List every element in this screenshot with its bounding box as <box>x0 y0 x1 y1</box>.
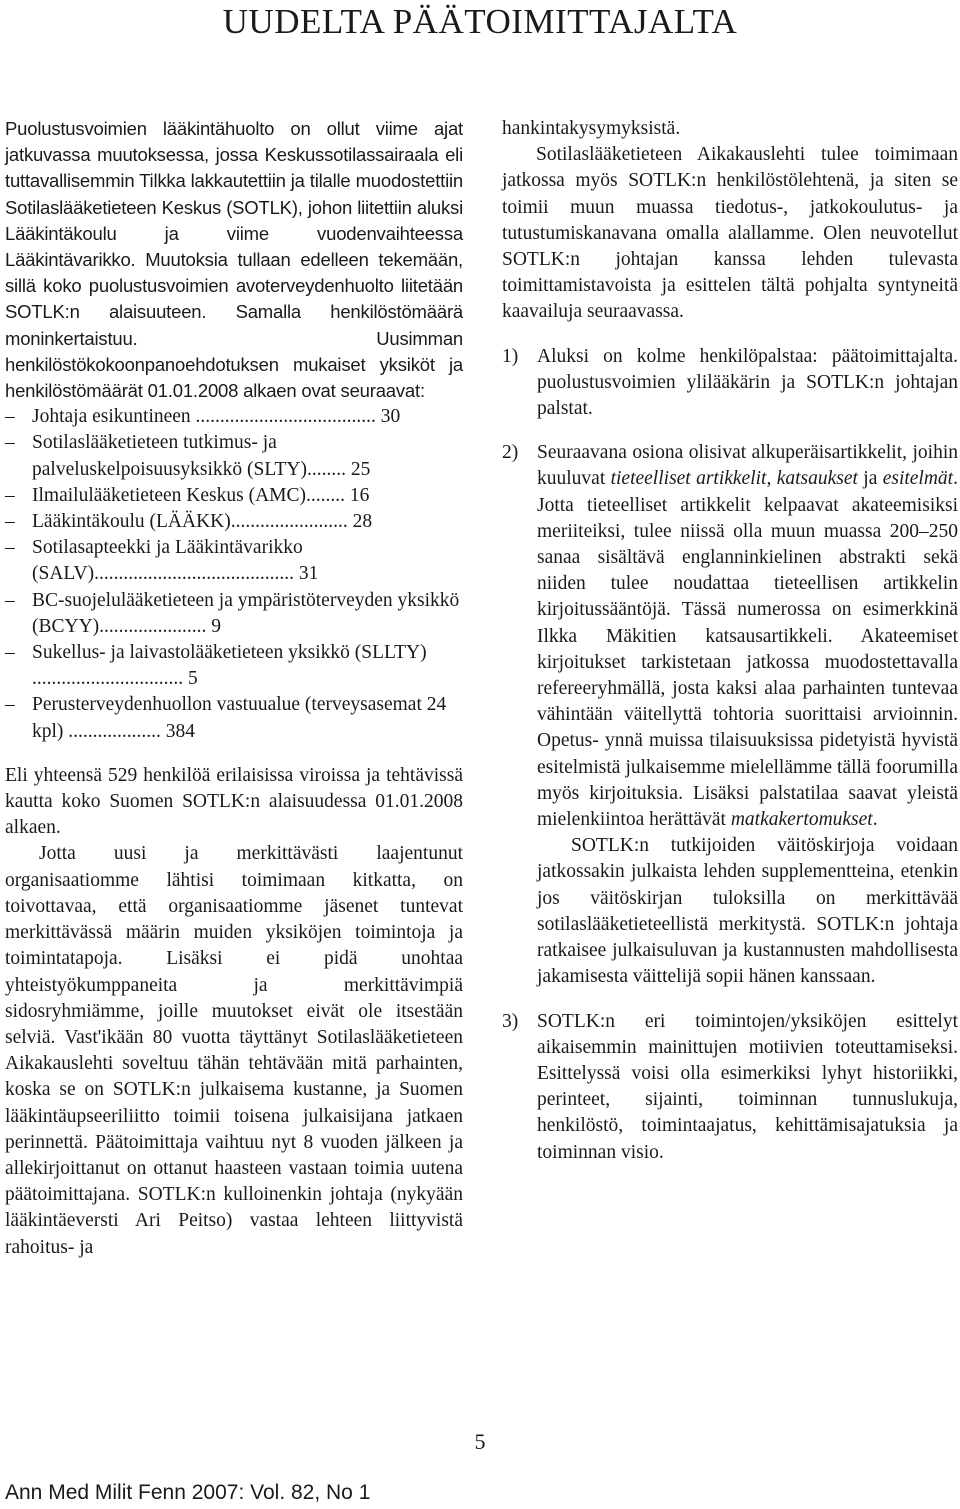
unit-text: Sotilasapteekki ja Lääkintävarikko (SALV)......................................... 31 <box>32 537 319 585</box>
list-dash: – <box>5 484 15 506</box>
item-number: 3) <box>502 1010 519 1032</box>
total-paragraph: Eli yhteensä 529 henkilöä erilaisissa viroissa ja tehtävissä kautta koko Suomen SOTLK:n alaisuudessa 01.01.2008 alkaen. <box>5 764 463 839</box>
list-dash: – <box>5 589 15 611</box>
unit-item <box>5 535 463 587</box>
unit-text: Sotilaslääketieteen tutkimus- ja palveluskelpoisuusyksikkö (SLTY)........ 25 <box>32 432 371 480</box>
numbered-item <box>502 344 958 423</box>
unit-text: Perusterveydenhuollon vastuualue (terveysasemat 24 kpl) ................... 384 <box>32 694 447 742</box>
unit-item <box>5 483 463 509</box>
unit-item <box>5 588 463 640</box>
unit-item <box>5 430 463 482</box>
unit-text: BC-suojelulääketieteen ja ympäristöterveyden yksikkö (BCYY)...................... 9 <box>32 589 460 637</box>
unit-text: Sukellus- ja laivastolääketieteen yksikkö (SLLTY) ............................... 5 <box>32 642 427 690</box>
unit-item <box>5 692 463 744</box>
item-text: Aluksi on kolme henkilöpalstaa: päätoimittajalta. puolustusvoimien ylilääkärin ja SOTLK:n johtajan palstat. <box>537 345 958 420</box>
list-dash: – <box>5 511 15 533</box>
item-paragraph <box>537 440 958 833</box>
numbered-item <box>502 1009 958 1166</box>
item-number: 1) <box>502 345 519 367</box>
list-dash: – <box>5 694 15 716</box>
unit-item <box>5 509 463 535</box>
journal-footer: Ann Med Milit Fenn 2007: Vol. 82, No 1 <box>5 1481 371 1504</box>
item-text: . <box>872 809 878 831</box>
unit-text: Lääkintäkoulu (LÄÄKK)........................ 28 <box>32 511 373 533</box>
intro-paragraph: Puolustusvoimien lääkintähuolto on ollut viime ajat jatkuvassa muutoksessa, jossa Keskussotilassairaala eli tuttavallisemmin Tilkka lakkautettiin ja tilalle muodostettiin Sotilaslääketieteen Keskus (SOTLK), johon liitettiin aluksi Lääkintäkoulu ja viime vuodenvaihteessa Lääkintävarikko. Muutoksia tullaan edelleen tekemään, sillä koko puolustusvoimien avoterveydenhuolto liitetään SOTLK:n alaisuuteen. Samalla henkilöstömäärä moninkertaistuu. Uusimman henkilöstökokoonpanoehdotuksen mukaiset yksiköt ja henkilöstömäärät 01.01.2008 alkaen ovat seuraavat: <box>5 118 463 402</box>
item-paragraph: SOTLK:n tutkijoiden väitöskirjoja voidaan jatkossakin julkaista lehden supplementteina, etenkin jos väitöskirjan tuloksilla on merkittävää sotilaslääketieteellistä merkitystä. SOTLK:n johtaja ratkaisee julkaisuluvan ja kustannusten mahdollisesta jakamisesta väittelijä sopii hänen kanssaan. <box>537 835 958 988</box>
emphasis-text: tieteelliset artikkelit, katsaukset <box>610 468 858 490</box>
list-dash: – <box>5 537 15 559</box>
continued-text: hankintakysymyksistä. <box>502 118 681 139</box>
item-text: SOTLK:n eri toimintojen/yksiköjen esittelyt aikaisemmin mainittujen motiivien toteuttamiseksi. Esittelyssä voisi olla esimerkiksi lyhyt historiikki, perinteet, sijainti, toiminnan tunnuslukuja, henkilöstö, toimintaajatus, kehittämisajatuksia ja toiminnan visio. <box>537 1010 958 1163</box>
list-dash: – <box>5 406 15 428</box>
list-dash: – <box>5 432 15 454</box>
page-number: 5 <box>474 1429 486 1454</box>
unit-list <box>5 404 463 745</box>
right-column <box>502 116 958 1166</box>
item-text: . Jotta tieteelliset artikkelit kelpaavat akateemisiksi meriiteiksi, tulee niissä olla muun muassa 200–250 sanaa sisältävä englanninkielinen abstrakti sekä niiden tulee noudattaa tieteellisen artikkelin kirjoitussääntöjä. Tässä numerossa on esimerkkinä Ilkka Mäkitien katsausartikkeli. Akateemiset kirjoitukset tarkistetaan jatkossa muodostettavalla refereeryhmällä, josta kaksi alaa parhainten tuntevaa vähintään väitellyttä tohtoria suorittaisi arvioinnin. Opetus- ynnä muissa tilaisuuksissa pidetyistä hyvistä esitelmistä julkaisemme mielellämme tällä foorumilla myös kirjoituksia. Lisäksi palstatilaa saavat yleistä mielenkiintoa herättävät <box>537 468 958 831</box>
item-text: ja <box>857 468 883 490</box>
page-title: UUDELTA PÄÄTOIMITTAJALTA <box>222 2 738 41</box>
left-column <box>5 116 463 1261</box>
body-paragraph: Jotta uusi ja merkittävästi laajentunut organisaatiomme lähtisi toimimaan kitkatta, on toivottavaa, että organisaatiomme jäsenet tuntevat merkittävässä määrin muiden yksiköjen toimintoja ja toimintatapoja. Lisäksi ei pidä unohtaa yhteistyökumppaneita ja merkittävimpiä sidosryhmiämme, joille muutokset eivät ole itsestään selviä. Vast'ikään 80 vuotta täyttänyt Sotilaslääketieteen Aikakauslehti soveltuu tähän tehtävään mitä parhainten, koska se on SOTLK:n julkaisema kustanne, ja Suomen lääkintäupseeriliitto toimii toisena julkaisijana jatkaen perinnettä. Päätoimittaja vaihtuu nyt 8 vuoden jälkeen ja allekirjoittanut on ottanut haasteen vastaan toimia uutena päätoimittajana. SOTLK:n kulloinenkin johtaja (nykyään lääkintäeversti Ari Peitso) vastaa lehteen liittyvistä rahoitus- ja <box>5 843 463 1258</box>
emphasis-text: esitelmät <box>882 468 954 490</box>
numbered-list <box>502 344 958 1166</box>
item-text: Seuraavana osiona olisivat alkuperäisartikkelit, joihin kuuluvat <box>537 442 958 490</box>
unit-text: Johtaja esikuntineen ..................................... 30 <box>32 406 401 428</box>
list-dash: – <box>5 642 15 664</box>
numbered-item <box>502 440 958 990</box>
item-number: 2) <box>502 442 519 464</box>
unit-text: Ilmailulääketieteen Keskus (AMC)........ 16 <box>32 484 370 506</box>
unit-item <box>5 404 463 430</box>
emphasis-text: matkakertomukset <box>730 809 873 831</box>
unit-item <box>5 640 463 692</box>
body-paragraph: Sotilaslääketieteen Aikakauslehti tulee toimimaan jatkossa myös SOTLK:n henkilöstölehtenä, ja siten se toimii muun muassa tiedotus-, jatkokoulutus- ja tutustumiskanavana omalla alallamme. Olen neuvotellut SOTLK:n johtajan kanssa lehden tulevasta toimittamistavoista ja esittelen tältä pohjalta syntyneitä kaavailuja seuraavassa. <box>502 144 958 323</box>
